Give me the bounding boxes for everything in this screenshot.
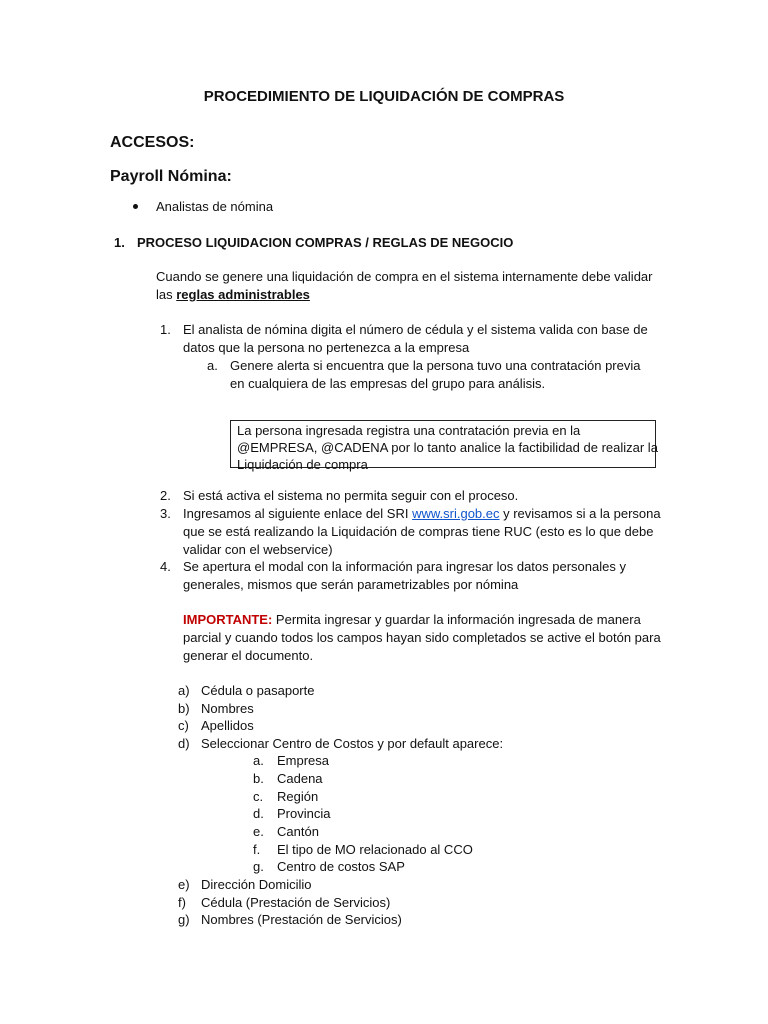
document-title: PROCEDIMIENTO DE LIQUIDACIÓN DE COMPRAS <box>203 88 565 105</box>
important-line-1-rest: Permita ingresar y guardar la información ingresada de manera <box>272 612 641 627</box>
step-2-line-1: Si está activa el sistema no permita seguir con el proceso. <box>183 488 519 503</box>
step-3-line-2: que se está realizando la Liquidación de compras tiene RUC (esto es lo que debe <box>183 524 654 539</box>
section-1-heading: PROCESO LIQUIDACION COMPRAS / REGLAS DE NEGOCIO <box>137 235 514 250</box>
heading-accesos: ACCESOS: <box>110 134 195 151</box>
step-4-line-1: Se apertura el modal con la información para ingresar los datos personales y <box>183 559 626 574</box>
step-3-line-3: validar con el webservice) <box>183 542 333 557</box>
step-1-line-1: El analista de nómina digita el número de cédula y el sistema valida con base de <box>183 322 648 337</box>
important-label: IMPORTANTE: <box>183 612 273 627</box>
step-4-line-2: generales, mismos que serán parametrizables por nómina <box>183 577 519 592</box>
field-item: Apellidos <box>201 718 254 733</box>
step-1-number: 1. <box>160 322 171 337</box>
alert-message-box <box>230 420 658 472</box>
subfield-item: Empresa <box>277 753 330 768</box>
field-marker: f) <box>178 895 186 910</box>
subfield-marker: f. <box>253 842 261 857</box>
field-item: Cédula o pasaporte <box>201 683 315 698</box>
subfield-item: Cantón <box>277 824 319 839</box>
step-1a-line-1: Genere alerta si encuentra que la persona tuvo una contratación previa <box>230 358 641 373</box>
heading-payroll: Payroll Nómina: <box>110 168 232 185</box>
step-1a-line-2: en cualquiera de las empresas del grupo para análisis. <box>230 376 546 391</box>
intro-line-2 <box>156 286 310 304</box>
subfield-marker: e. <box>253 824 264 839</box>
field-marker: d) <box>178 736 190 751</box>
step-2-number: 2. <box>160 488 171 503</box>
field-item: Nombres <box>201 701 254 716</box>
important-line-1 <box>183 611 641 629</box>
important-line-2: parcial y cuando todos los campos hayan sido completados se active el botón para <box>183 630 661 645</box>
field-item: Nombres (Prestación de Servicios) <box>201 912 402 927</box>
subfield-marker: c. <box>253 789 264 804</box>
field-marker: a) <box>178 683 190 698</box>
sri-link[interactable]: www.sri.gob.ec <box>412 506 500 521</box>
field-marker: g) <box>178 912 190 927</box>
subfield-item: Cadena <box>277 771 323 786</box>
step-3-prefix: Ingresamos al siguiente enlace del SRI <box>183 506 413 521</box>
step-1-line-2: datos que la persona no pertenezca a la empresa <box>183 340 470 355</box>
field-marker: c) <box>178 718 189 733</box>
step-3-line-1 <box>183 505 661 523</box>
alert-line-2: @EMPRESA, @CADENA por lo tanto analice la factibilidad de realizar la <box>237 440 658 455</box>
field-marker: e) <box>178 877 190 892</box>
step-3-suffix: y revisamos si a la persona <box>499 506 661 521</box>
field-item: Dirección Domicilio <box>201 877 312 892</box>
subfield-item: El tipo de MO relacionado al CCO <box>277 842 473 857</box>
reglas-administrables: reglas administrables <box>176 287 310 302</box>
subfield-item: Región <box>277 789 319 804</box>
subfield-marker: g. <box>253 859 264 874</box>
bullet-icon <box>133 204 138 209</box>
alert-line-1: La persona ingresada registra una contratación previa en la <box>237 423 581 438</box>
intro-line-1: Cuando se genere una liquidación de compra en el sistema internamente debe validar <box>156 269 653 284</box>
step-4-number: 4. <box>160 559 171 574</box>
subfield-item: Centro de costos SAP <box>277 859 405 874</box>
alert-line-3: Liquidación de compra <box>237 457 368 472</box>
step-1a-number: a. <box>207 358 218 373</box>
subfield-marker: d. <box>253 806 264 821</box>
subfield-marker: b. <box>253 771 264 786</box>
subfield-marker: a. <box>253 753 264 768</box>
intro-line-2-prefix: las <box>156 287 177 302</box>
field-marker: b) <box>178 701 190 716</box>
field-item: Seleccionar Centro de Costos y por default aparece: <box>201 736 504 751</box>
section-1-number: 1. <box>114 235 125 250</box>
step-3-number: 3. <box>160 506 171 521</box>
important-line-3: generar el documento. <box>183 648 314 663</box>
field-item: Cédula (Prestación de Servicios) <box>201 895 391 910</box>
subfield-item: Provincia <box>277 806 331 821</box>
bullet-analistas: Analistas de nómina <box>156 199 274 214</box>
